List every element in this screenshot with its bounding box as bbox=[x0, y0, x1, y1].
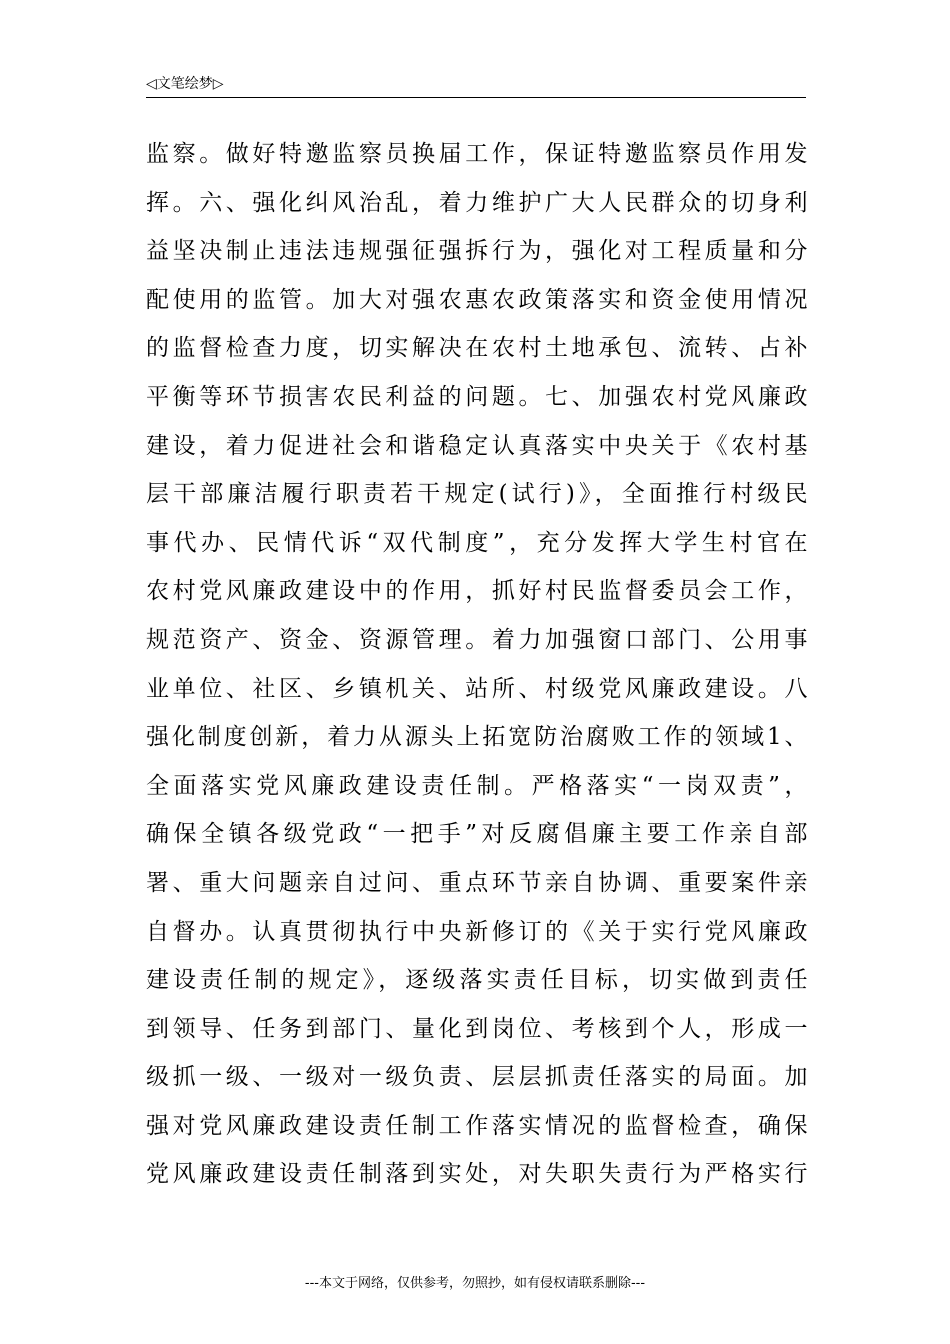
body-line: 到领导、任务到部门、量化到岗位、考核到个人，形成一 bbox=[146, 1015, 808, 1042]
body-line: 层干部廉洁履行职责若干规定(试行)》，全面推行村级民 bbox=[146, 481, 808, 508]
document-body bbox=[146, 130, 808, 1199]
body-line: 农村党风廉政建设中的作用，抓好村民监督委员会工作， bbox=[146, 578, 808, 605]
footer-disclaimer: ---本文于网络，仅供参考，勿照抄，如有侵权请联系删除--- bbox=[304, 1276, 646, 1291]
header-title: ◁文笔绘梦▷ bbox=[146, 76, 224, 92]
body-line: 强化制度创新，着力从源头上拓宽防治腐败工作的领域1、 bbox=[146, 724, 808, 751]
body-line: 级抓一级、一级对一级负责、层层抓责任落实的局面。加 bbox=[146, 1064, 808, 1091]
body-line: 配使用的监管。加大对强农惠农政策落实和资金使用情况 bbox=[146, 286, 808, 313]
body-line: 事代办、民情代诉“双代制度”，充分发挥大学生村官在 bbox=[146, 529, 808, 556]
body-line: 建设，着力促进社会和谐稳定认真落实中央关于《农村基 bbox=[146, 432, 808, 459]
body-line: 强对党风廉政建设责任制工作落实情况的监督检查，确保 bbox=[146, 1112, 808, 1139]
body-line: 全面落实党风廉政建设责任制。严格落实“一岗双责”， bbox=[146, 772, 808, 799]
header-divider bbox=[146, 97, 806, 98]
body-line: 的监督检查力度，切实解决在农村土地承包、流转、占补 bbox=[146, 335, 808, 362]
body-line: 建设责任制的规定》，逐级落实责任目标，切实做到责任 bbox=[146, 967, 808, 994]
body-line: 党风廉政建设责任制落到实处，对失职失责行为严格实行 bbox=[146, 1161, 808, 1188]
body-line: 业单位、社区、乡镇机关、站所、村级党风廉政建设。八 bbox=[146, 675, 808, 702]
body-line: 平衡等环节损害农民利益的问题。七、加强农村党风廉政 bbox=[146, 383, 808, 410]
body-line: 署、重大问题亲自过问、重点环节亲自协调、重要案件亲 bbox=[146, 869, 808, 896]
body-line: 规范资产、资金、资源管理。着力加强窗口部门、公用事 bbox=[146, 626, 808, 653]
body-line: 自督办。认真贯彻执行中央新修订的《关于实行党风廉政 bbox=[146, 918, 808, 945]
body-line: 挥。六、强化纠风治乱，着力维护广大人民群众的切身利 bbox=[146, 189, 808, 216]
body-line: 确保全镇各级党政“一把手”对反腐倡廉主要工作亲自部 bbox=[146, 821, 808, 848]
body-line: 益坚决制止违法违规强征强拆行为，强化对工程质量和分 bbox=[146, 238, 808, 265]
body-line: 监察。做好特邀监察员换届工作，保证特邀监察员作用发 bbox=[146, 141, 808, 167]
